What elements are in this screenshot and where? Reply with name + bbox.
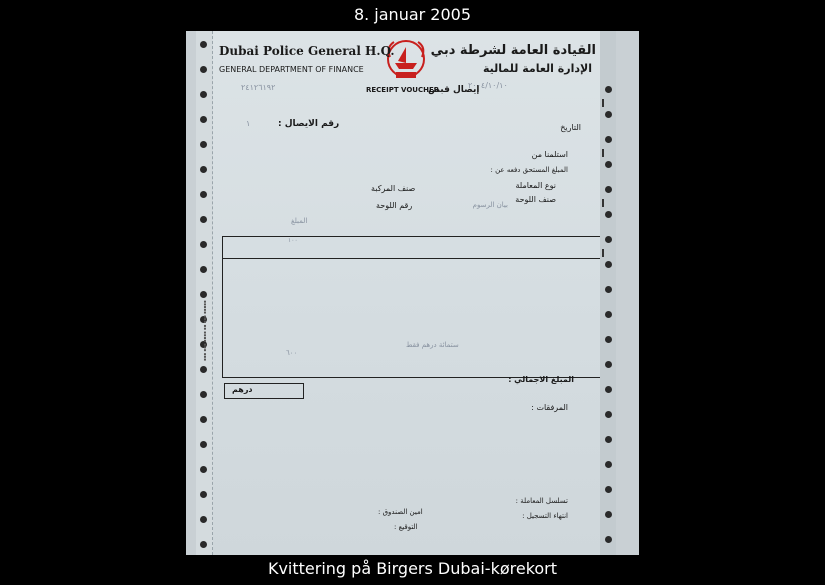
feed-hole bbox=[200, 191, 207, 198]
feed-hole bbox=[200, 266, 207, 273]
feed-hole bbox=[605, 511, 612, 518]
voucher-date: ٢٠٠٤/١٠/١٠ bbox=[468, 81, 508, 90]
feed-hole bbox=[200, 391, 207, 398]
amount-column-label: المبلغ bbox=[291, 217, 308, 225]
feed-hole bbox=[200, 291, 207, 298]
feed-hole bbox=[605, 361, 612, 368]
org-name-english: Dubai Police General H.Q. bbox=[219, 44, 395, 58]
edge-tick bbox=[602, 249, 604, 257]
feed-hole bbox=[200, 116, 207, 123]
feed-hole bbox=[200, 466, 207, 473]
top-caption: 8. januar 2005 bbox=[353, 5, 472, 24]
feed-hole bbox=[200, 41, 207, 48]
feed-hole bbox=[200, 66, 207, 73]
feed-hole bbox=[605, 436, 612, 443]
edge-tick bbox=[602, 199, 604, 207]
fees-table-header-line bbox=[222, 258, 608, 259]
total-amount-value: ٦٠٠ bbox=[286, 349, 298, 357]
feed-hole bbox=[605, 286, 612, 293]
feed-hole bbox=[605, 186, 612, 193]
receipt-paper bbox=[196, 31, 616, 555]
feed-hole bbox=[605, 236, 612, 243]
feed-hole bbox=[605, 261, 612, 268]
feed-hole bbox=[200, 91, 207, 98]
receipt-number-value: ١ bbox=[246, 119, 251, 128]
feed-hole bbox=[200, 491, 207, 498]
edge-tick bbox=[602, 99, 604, 107]
feed-hole bbox=[200, 141, 207, 148]
logo-dhow-sail bbox=[398, 47, 406, 63]
edge-tick bbox=[602, 149, 604, 157]
vehicle-class-label: صنف المركبة bbox=[371, 184, 416, 193]
feed-hole bbox=[200, 241, 207, 248]
feed-hole bbox=[605, 111, 612, 118]
transaction-type-label: نوع المعاملة bbox=[515, 181, 556, 190]
cashier-label: امين الصندوق : bbox=[378, 508, 423, 516]
attachments-label: المرفقات : bbox=[531, 403, 568, 412]
feed-hole bbox=[200, 166, 207, 173]
voucher-label-arabic: إيصال قبض bbox=[428, 85, 480, 95]
bottom-caption: Kvittering på Birgers Dubai-kørekort bbox=[267, 559, 558, 578]
tractor-feed-strip-left bbox=[196, 31, 213, 555]
logo-banner bbox=[396, 72, 416, 78]
plate-number-label: رقم اللوحة bbox=[376, 201, 413, 210]
amount-in-words: ستمائة درهم فقط bbox=[406, 341, 459, 349]
date-label: التاريخ bbox=[560, 123, 581, 132]
feed-hole bbox=[200, 441, 207, 448]
feed-hole bbox=[605, 86, 612, 93]
transaction-serial-label: تسلسل المعاملة : bbox=[515, 497, 568, 505]
plate-class-label: صنف اللوحة bbox=[515, 195, 556, 204]
feed-hole bbox=[200, 366, 207, 373]
fees-description: بيان الرسوم bbox=[472, 201, 508, 209]
feed-hole bbox=[605, 336, 612, 343]
total-amount-label: المبلغ الاجمالي : bbox=[508, 375, 574, 384]
amount-due-label: المبلغ المستحق دفعه عن : bbox=[490, 166, 568, 174]
feed-hole bbox=[605, 211, 612, 218]
feed-hole bbox=[605, 386, 612, 393]
feed-hole bbox=[605, 311, 612, 318]
currency-label: درهم bbox=[232, 385, 253, 394]
feed-hole bbox=[200, 516, 207, 523]
printer-imprint: ▪▪▪ ▪▪▪ ▪▪▪▪ ▪▪ ▪▪▪ ▪▪▪▪▪ bbox=[202, 300, 207, 361]
voucher-number: ٢٤١٢٦١٩٢ bbox=[241, 83, 276, 92]
receipt-photo bbox=[186, 31, 639, 555]
fees-value: ١٠٠ bbox=[288, 237, 298, 244]
org-name-arabic: القيادة العامة لشرطة دبي bbox=[430, 43, 596, 58]
logo-dhow-hull bbox=[395, 63, 417, 69]
feed-hole bbox=[605, 486, 612, 493]
feed-hole bbox=[605, 536, 612, 543]
feed-hole bbox=[200, 216, 207, 223]
tractor-feed-strip-right bbox=[600, 31, 616, 555]
feed-hole bbox=[605, 461, 612, 468]
registration-expiry-label: انتهاء التسجيل : bbox=[522, 512, 568, 520]
feed-hole bbox=[605, 161, 612, 168]
department-arabic: الإدارة العامة للمالية bbox=[482, 62, 592, 75]
feed-hole bbox=[605, 411, 612, 418]
feed-hole bbox=[200, 541, 207, 548]
receipt-number-label: رقم الايصال : bbox=[278, 119, 340, 129]
department-english: GENERAL DEPARTMENT OF FINANCE bbox=[219, 65, 364, 74]
voucher-label-english: RECEIPT VOUCHER bbox=[366, 86, 440, 94]
feed-hole bbox=[605, 136, 612, 143]
feed-hole bbox=[200, 416, 207, 423]
signature-label: التوقيع : bbox=[394, 523, 418, 531]
received-from-label: استلمنا من bbox=[531, 150, 568, 159]
